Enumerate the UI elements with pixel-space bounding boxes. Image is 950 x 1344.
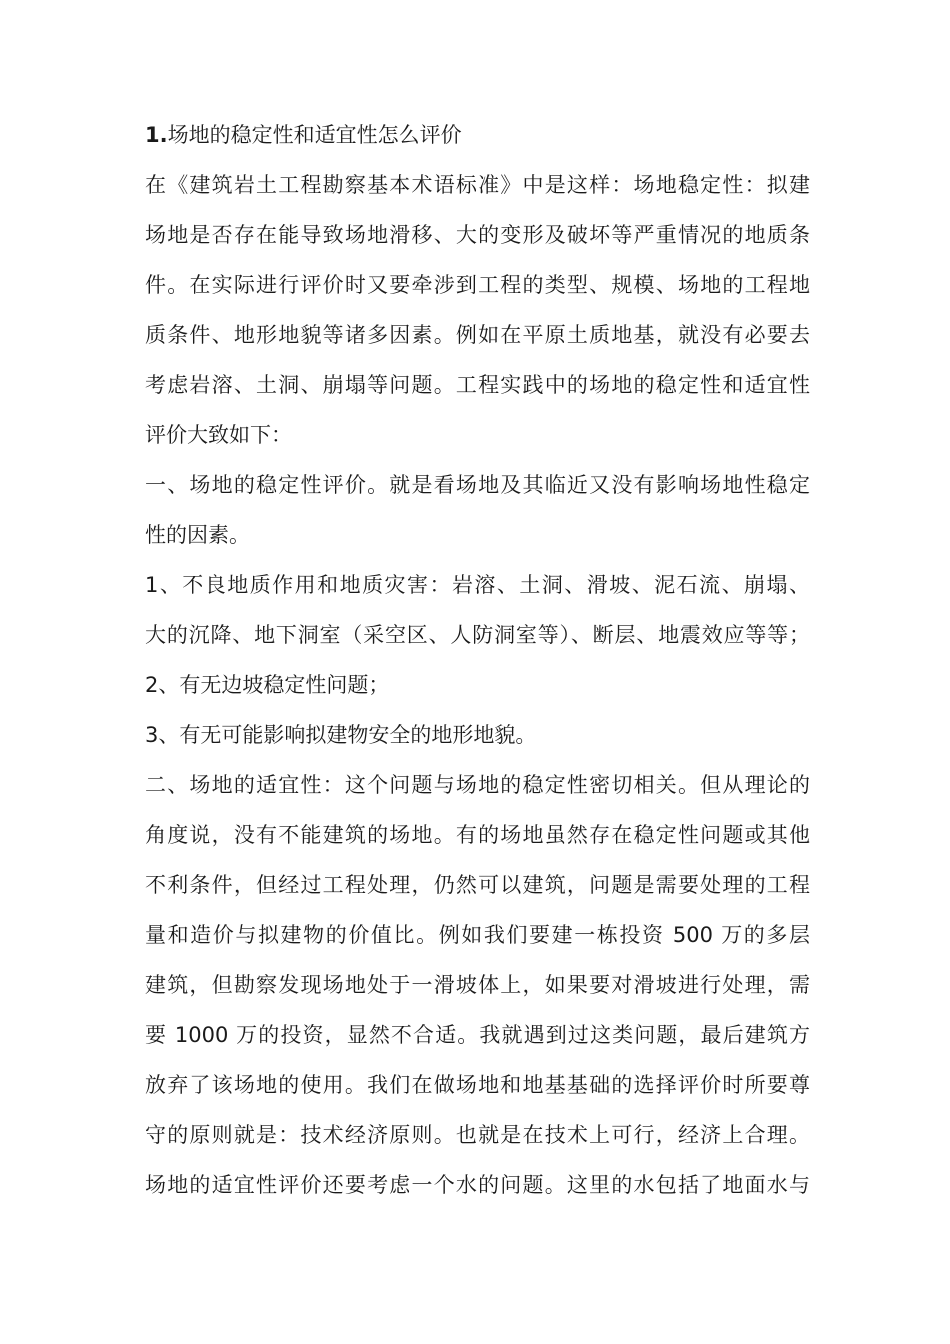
paragraph-line: 守的原则就是：技术经济原则。也就是在技术上可行，经济上合理。 — [145, 1123, 810, 1147]
paragraph-line: 评价大致如下： — [145, 423, 292, 447]
paragraph-line: 不利条件，但经过工程处理，仍然可以建筑，问题是需要处理的工程 — [145, 873, 810, 897]
section-heading — [145, 120, 462, 150]
paragraph-line: 质条件、地形地貌等诸多因素。例如在平原土质地基，就没有必要去 — [145, 323, 810, 347]
list-item-line: 2、有无边坡稳定性问题； — [145, 673, 390, 697]
section-number: 1. — [145, 123, 168, 147]
paragraph-line: 要 1000 万的投资，显然不合适。我就遇到过这类问题，最后建筑方 — [145, 1023, 810, 1047]
paragraph-line: 一、场地的稳定性评价。就是看场地及其临近又没有影响场地性稳定 — [145, 473, 810, 497]
paragraph-line: 二、场地的适宜性：这个问题与场地的稳定性密切相关。但从理论的 — [145, 773, 810, 797]
paragraph-line: 建筑，但勘察发现场地处于一滑坡体上，如果要对滑坡进行处理，需 — [145, 973, 810, 997]
list-item-line: 3、有无可能影响拟建物安全的地形地貌。 — [145, 723, 537, 747]
paragraph-line: 角度说，没有不能建筑的场地。有的场地虽然存在稳定性问题或其他 — [145, 823, 810, 847]
paragraph-line: 量和造价与拟建物的价值比。例如我们要建一栋投资 500 万的多层 — [145, 923, 810, 947]
paragraph-line: 放弃了该场地的使用。我们在做场地和地基基础的选择评价时所要尊 — [145, 1073, 810, 1097]
paragraph-line: 考虑岩溶、土洞、崩塌等问题。工程实践中的场地的稳定性和适宜性 — [145, 373, 810, 397]
list-item-line: 大的沉降、地下洞室（采空区、人防洞室等）、断层、地震效应等等； — [145, 623, 810, 647]
paragraph-line: 在《建筑岩土工程勘察基本术语标准》中是这样：场地稳定性：拟建 — [145, 173, 810, 197]
list-item-line: 1、不良地质作用和地质灾害：岩溶、土洞、滑坡、泥石流、崩塌、 — [145, 573, 810, 597]
section-title: 场地的稳定性和适宜性怎么评价 — [167, 123, 462, 147]
paragraph-line: 场地是否存在能导致场地滑移、大的变形及破坏等严重情况的地质条 — [145, 223, 810, 247]
paragraph-line: 性的因素。 — [145, 523, 250, 547]
paragraph-line: 件。在实际进行评价时又要牵涉到工程的类型、规模、场地的工程地 — [145, 273, 810, 297]
paragraph-line: 场地的适宜性评价还要考虑一个水的问题。这里的水包括了地面水与 — [145, 1173, 810, 1197]
